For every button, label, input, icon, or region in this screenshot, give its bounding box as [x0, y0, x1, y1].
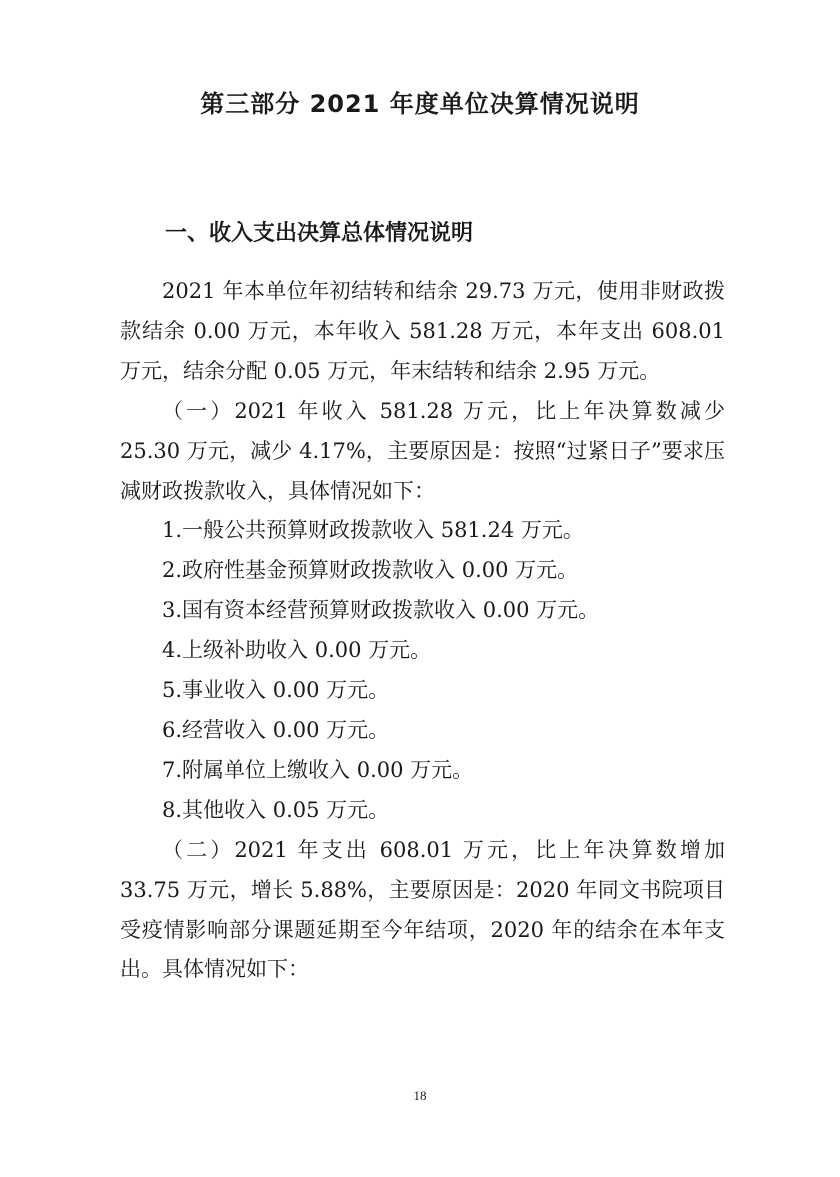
list-item: 8.其他收入 0.05 万元。	[162, 797, 390, 822]
income-paragraph: （一）2021 年收入 581.28 万元，比上年决算数减少 25.30 万元，减少 4.17%，主要原因是：按照“过紧日子”要求压减财政拨款收入，具体情况如下：	[120, 398, 725, 503]
list-item: 7.附属单位上缴收入 0.00 万元。	[162, 757, 474, 782]
list-item: 1.一般公共预算财政拨款收入 581.24 万元。	[162, 518, 584, 543]
summary-paragraph: 2021 年本单位年初结转和结余 29.73 万元，使用非财政拨款结余 0.00 万元，本年收入 581.28 万元，本年支出 608.01 万元，结余分配 0.05 万元，年末结转和结余 2.95 万元。	[120, 279, 725, 383]
list-item: 4.上级补助收入 0.00 万元。	[162, 638, 432, 663]
list-item: 6.经营收入 0.00 万元。	[162, 717, 390, 742]
expenditure-paragraph: （二）2021 年支出 608.01 万元，比上年决算数增加 33.75 万元，增长 5.88%，主要原因是：2020 年同文书院项目受疫情影响部分课题延期至今年结项，2020 年的结余在本年支出。具体情况如下：	[120, 837, 725, 982]
page-number: 18	[413, 1088, 427, 1103]
list-item: 2.政府性基金预算财政拨款收入 0.00 万元。	[162, 558, 579, 583]
list-item: 3.国有资本经营预算财政拨款收入 0.00 万元。	[162, 598, 600, 623]
list-item: 5.事业收入 0.00 万元。	[162, 678, 390, 703]
section-heading: 一、收入支出决算总体情况说明	[165, 221, 474, 246]
document-body	[120, 272, 725, 990]
income-list	[120, 511, 725, 830]
page-title: 第三部分 2021 年度单位决算情况说明	[200, 90, 640, 118]
